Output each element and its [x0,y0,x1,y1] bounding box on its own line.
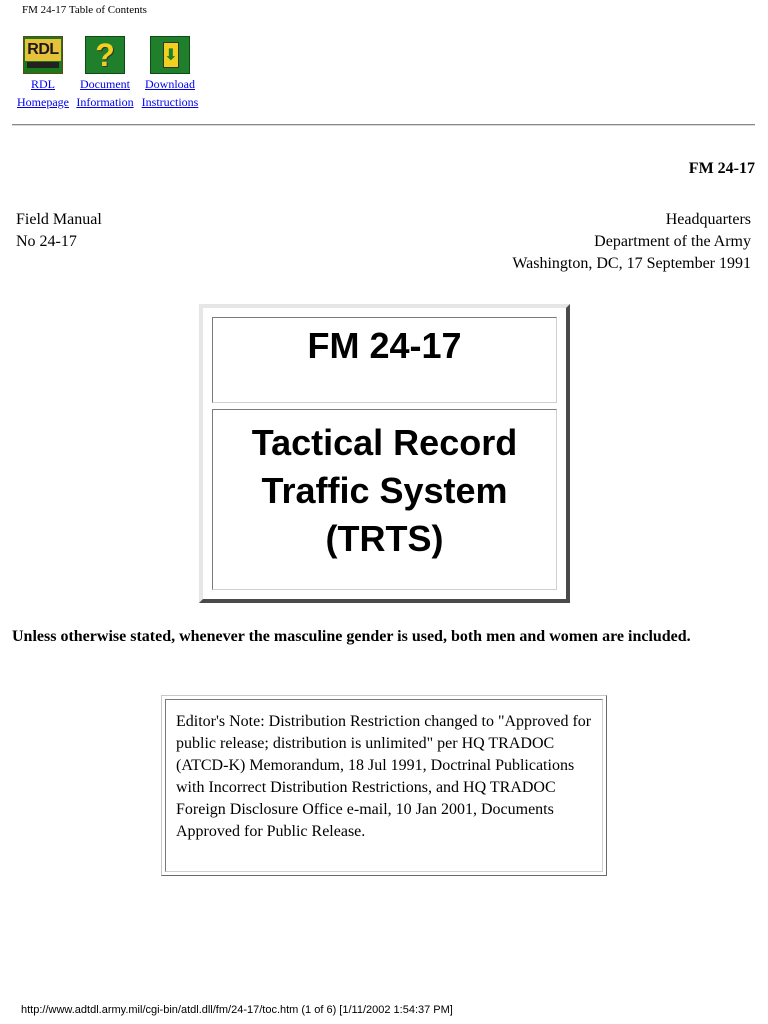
nav-rdl-label-1[interactable]: RDL [31,77,55,91]
download-arrow-icon[interactable] [150,36,190,74]
page-header: FM 24-17 Table of Contents [22,4,147,16]
rdl-logo-text: RDL [25,39,61,61]
nav-document-label-1[interactable]: Document [80,77,130,91]
title-text [212,409,557,590]
field-manual-line-2: No 24-17 [16,233,77,250]
fm-number: FM 24-17 [688,160,755,177]
field-manual-block [16,209,102,253]
title-line-3: (TRTS) [325,518,444,559]
title-box [199,304,570,603]
horizontal-rule [12,124,755,126]
rdl-logo-icon[interactable] [23,36,63,74]
nav-download-instructions[interactable] [138,36,202,111]
headquarters-block [512,209,751,275]
hq-line-3: Washington, DC, 17 September 1991 [512,255,751,272]
download-arrow-glyph: ⬇ [164,45,178,64]
nav-download-label-1[interactable]: Download [145,77,195,91]
title-number: FM 24-17 [212,317,557,403]
field-manual-line-1: Field Manual [16,211,102,228]
nav-document-information[interactable] [72,36,138,111]
question-mark-icon[interactable] [85,36,125,74]
nav-document-label-2[interactable]: Information [76,95,134,109]
footer-url: http://www.adtdl.army.mil/cgi-bin/atdl.dll/fm/24-17/toc.htm (1 of 6) [1/11/2002 1:54:37 PM] [21,1004,453,1016]
editor-note-text: Editor's Note: Distribution Restriction changed to "Approved for public release; distribution is unlimited" per HQ TRADOC (ATCD-K) Memorandum, 18 Jul 1991, Doctrinal Publications with Incorrect Distribution Restrictions, and HQ TRADOC Foreign Disclosure Office e-mail, 10 Jan 2001, Documents Approved for Public Release. [165,699,603,872]
title-line-1: Tactical Record [251,422,518,463]
title-line-2: Traffic System [261,470,508,511]
hq-line-2: Department of the Army [594,233,751,250]
nav-download-label-2[interactable]: Instructions [141,95,199,109]
question-mark-glyph: ? [95,37,115,73]
nav-rdl-label-2[interactable]: Homepage [17,95,69,109]
gender-notice: Unless otherwise stated, whenever the masculine gender is used, both men and women are included. [12,628,691,645]
nav-rdl-homepage[interactable] [14,36,72,111]
editor-note-box [161,695,607,876]
hq-line-1: Headquarters [665,211,751,228]
nav-bar [14,36,202,111]
